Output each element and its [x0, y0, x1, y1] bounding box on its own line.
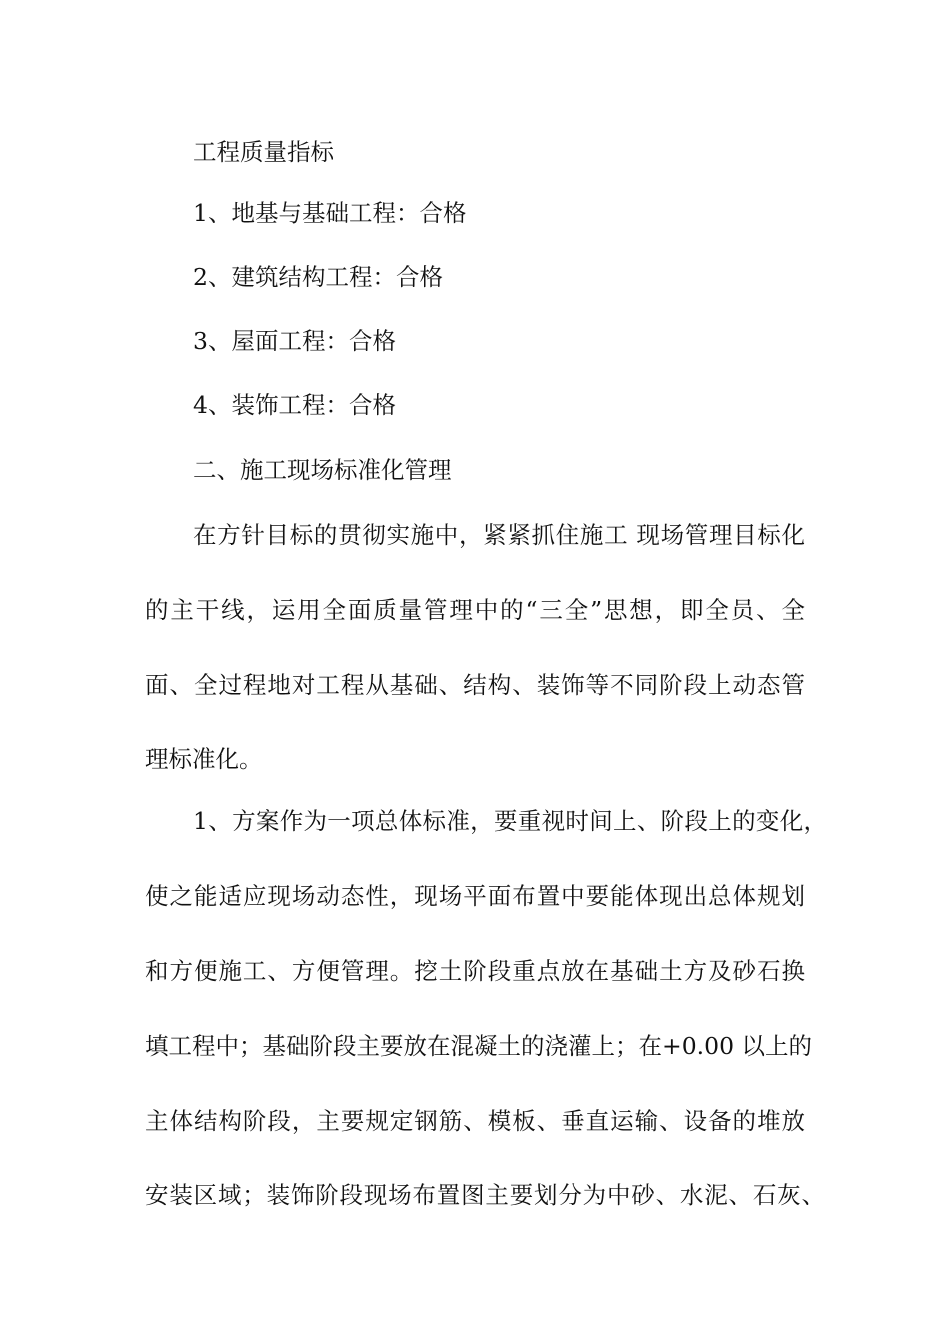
paragraph-line: 使之能适应现场动态性，现场平面布置中要能体现出总体规划	[145, 882, 805, 910]
paragraph-line: 安装区域；装饰阶段现场布置图主要划分为中砂、水泥、石灰、	[145, 1181, 825, 1209]
quality-item: 1、地基与基础工程：合格	[193, 199, 467, 227]
section-title: 二、施工现场标准化管理	[193, 456, 452, 484]
paragraph-line: 在方针目标的贯彻实施中，紧紧抓住施工 现场管理目标化	[193, 521, 805, 549]
paragraph-line: 理标准化。	[145, 745, 263, 773]
paragraph-line: 和方便施工、方便管理。挖土阶段重点放在基础土方及砂石换	[145, 957, 805, 985]
quality-item: 4、装饰工程：合格	[193, 391, 396, 419]
quality-item: 3、屋面工程：合格	[193, 327, 396, 355]
paragraph-line: 面、全过程地对工程从基础、结构、装饰等不同阶段上动态管	[145, 671, 805, 699]
paragraph-line: 1、方案作为一项总体标准，要重视时间上、阶段上的变化，	[193, 807, 827, 835]
paragraph-line: 的主干线，运用全面质量管理中的“三全”思想，即全员、全	[145, 596, 805, 624]
quality-item: 2、建筑结构工程：合格	[193, 263, 443, 291]
paragraph-line: 主体结构阶段，主要规定钢筋、模板、垂直运输、设备的堆放	[145, 1107, 805, 1135]
heading-quality-indicators: 工程质量指标	[193, 138, 334, 166]
paragraph-line: 填工程中；基础阶段主要放在混凝土的浇灌上；在+0.00 以上的	[145, 1032, 812, 1060]
